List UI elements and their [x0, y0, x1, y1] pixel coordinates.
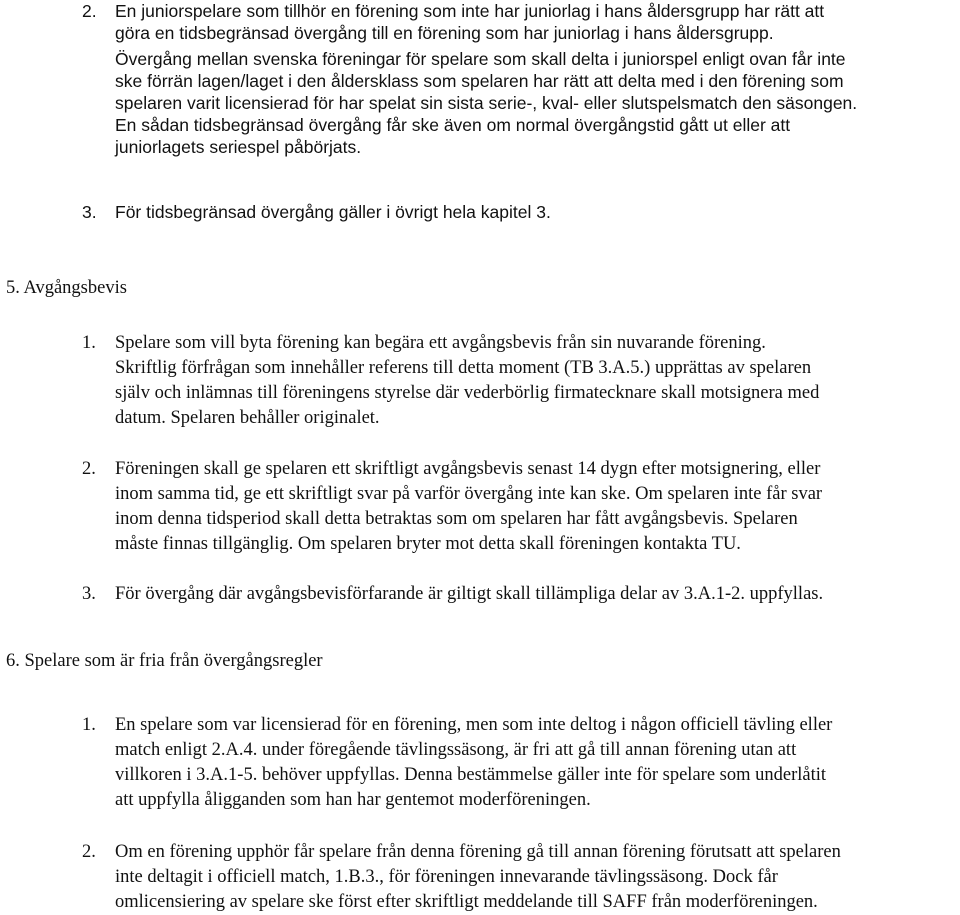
paragraph	[115, 713, 952, 813]
text-line: För övergång där avgångsbevisförfarande är giltigt skall tillämpliga delar av 3.A.1-2. uppfyllas.	[115, 584, 824, 604]
paragraph	[115, 582, 952, 607]
text-line: match enligt 2.A.4. under föregående tävlingssäsong, är fri att gå till annan förening utan att	[115, 740, 797, 760]
text-line: inom denna tidsperiod skall detta betraktas som om spelaren har fått avgångsbevis. Spelaren	[115, 509, 798, 529]
text-line: inom samma tid, ge ett skriftligt svar på varför övergång inte kan ske. Om spelaren inte får svar	[115, 484, 823, 504]
paragraph	[115, 0, 952, 158]
text-line: En spelare som var licensierad för en förening, men som inte deltog i någon officiell tävling eller	[115, 715, 833, 735]
text-line: göra en tidsbegränsad övergång till en förening som har juniorlag i hans åldersgrupp.	[115, 23, 774, 43]
text-line: Övergång mellan svenska föreningar för spelare som skall delta i juniorspel enligt ovan får inte	[115, 49, 846, 69]
text-line: Spelare som vill byta förening kan begära ett avgångsbevis från sin nuvarande förening.	[115, 333, 766, 353]
text-line: ske förrän lagen/laget i den åldersklass som spelaren har rätt att delta med i den förening som	[115, 71, 844, 91]
section-heading: 5. Avgångsbevis	[6, 278, 127, 298]
item-number: 2.	[82, 842, 96, 862]
text-line: inte deltagit i officiell match, 1.B.3., för föreningen innevarande tävlingssäsong. Dock får	[115, 867, 778, 887]
item-number: 3.	[82, 202, 97, 222]
paragraph	[115, 457, 952, 557]
text-line: För tidsbegränsad övergång gäller i övrigt hela kapitel 3.	[115, 202, 551, 222]
text-line: juniorlagets seriespel påbörjats.	[115, 137, 362, 157]
text-line: spelaren varit licensierad för har spelat sin sista serie-, kval- eller slutspelsmatch den säsongen.	[115, 93, 858, 113]
text-line: Om en förening upphör får spelare från denna förening gå till annan förening förutsatt att spelaren	[115, 842, 841, 862]
text-line: Skriftlig förfrågan som innehåller referens till detta moment (TB 3.A.5.) upprättas av spelaren	[115, 358, 812, 378]
text-line: En sådan tidsbegränsad övergång får ske även om normal övergångstid gått ut eller att	[115, 115, 791, 135]
text-line: själv och inlämnas till föreningens styrelse där vederbörlig firmatecknare skall motsignera med	[115, 383, 820, 403]
paragraph	[115, 201, 952, 223]
text-line: villkoren i 3.A.1-5. behöver uppfyllas. Denna bestämmelse gäller inte för spelare som underlåtit	[115, 765, 827, 785]
text-line: måste finnas tillgänglig. Om spelaren bryter mot detta skall föreningen kontakta TU.	[115, 534, 741, 554]
paragraph	[115, 331, 952, 431]
paragraph	[115, 840, 952, 915]
item-number: 3.	[82, 584, 96, 604]
section-heading: 6. Spelare som är fria från övergångsregler	[6, 651, 323, 671]
text-line: omlicensiering av spelare ske först efter skriftligt meddelande till SAFF från moderföreningen.	[115, 892, 818, 912]
item-number: 1.	[82, 715, 96, 735]
text-line: En juniorspelare som tillhör en förening som inte har juniorlag i hans åldersgrupp har rätt att	[115, 1, 825, 21]
text-line: datum. Spelaren behåller originalet.	[115, 408, 380, 428]
item-number: 1.	[82, 333, 96, 353]
item-number: 2.	[82, 459, 96, 479]
item-number: 2.	[82, 1, 97, 21]
text-line: Föreningen skall ge spelaren ett skriftligt avgångsbevis senast 14 dygn efter motsignering, eller	[115, 459, 821, 479]
text-line: att uppfylla åligganden som han har gentemot moderföreningen.	[115, 790, 591, 810]
